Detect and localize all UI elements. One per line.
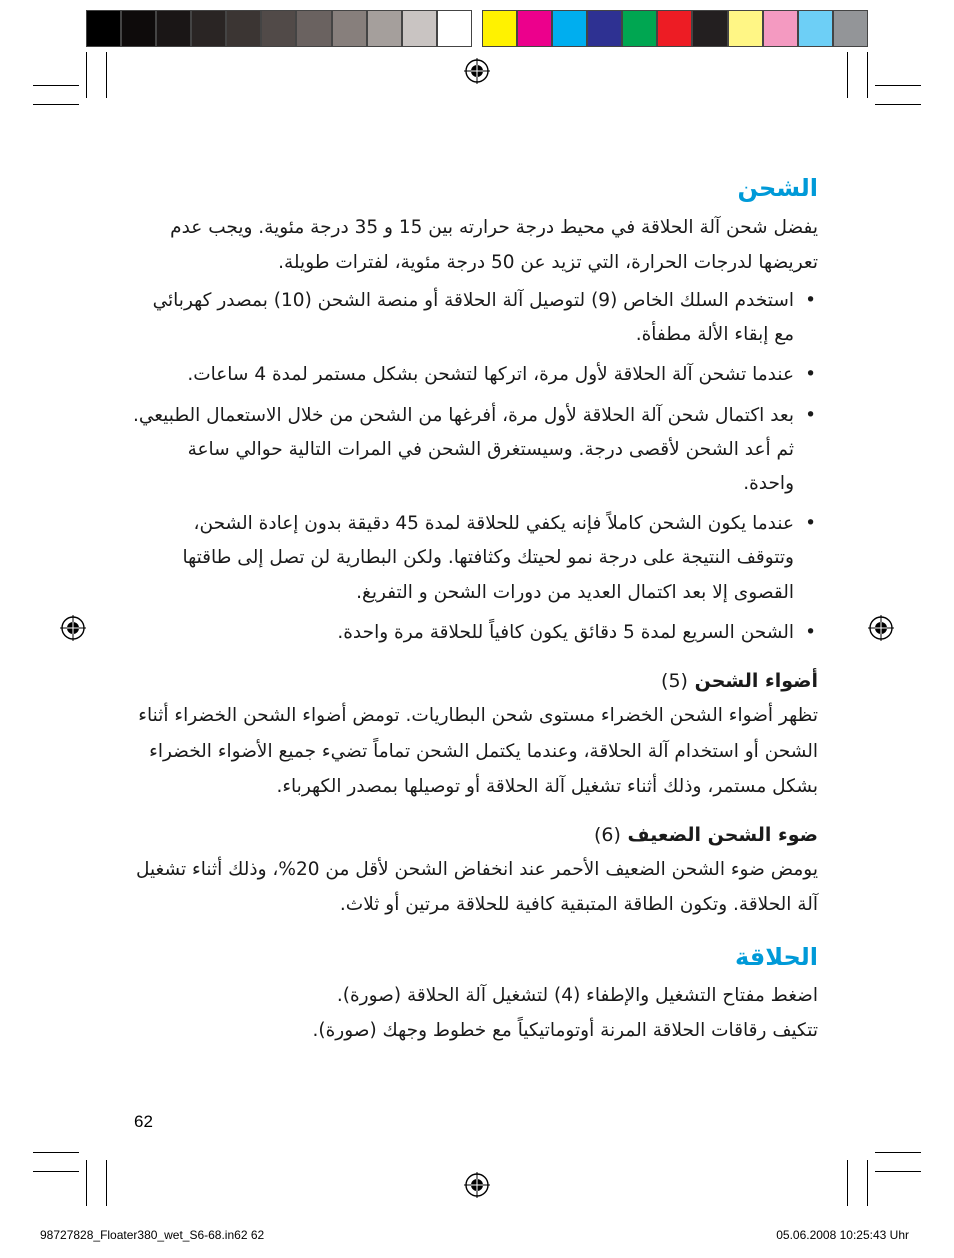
color-swatch: [191, 10, 226, 47]
charging-bullet-list: [132, 284, 818, 650]
crop-mark-br-h: [875, 1152, 921, 1153]
crop-mark-bl-v: [86, 1160, 87, 1206]
color-swatch: [156, 10, 191, 47]
charge-lights-text: تظهر أضواء الشحن الخضراء مستوى شحن البطاريات. تومض أضواء الشحن الخضراء أثناء الشحن أو استخدام آلة الحلاقة، وعندما يكتمل الشحن تماماً تضيء جميع الأضواء الخضراء بشكل مستمر، وذلك أثناء تشغيل آلة الحلاقة أو توصيلها بمصدر الكهرباء.: [138, 705, 818, 797]
color-swatch: [657, 10, 692, 47]
crop-mark-bl-v2: [106, 1160, 107, 1206]
list-item-text: استخدم السلك الخاص (9) لتوصيل آلة الحلاقة أو منصة الشحن (10) بمصدر كهربائي مع إبقاء الألة مطفأة.: [152, 289, 794, 346]
bullet-symbol: •: [805, 364, 816, 386]
color-swatch: [587, 10, 622, 47]
low-charge-heading: [132, 820, 818, 850]
list-item: [132, 507, 818, 610]
charging-heading: الشحن: [737, 174, 818, 202]
color-swatch: [482, 10, 517, 47]
list-item-text: عندما يكون الشحن كاملاً فإنه يكفي للحلاقة لمدة 45 دقيقة بدون إعادة الشحن، وتتوقف النتيجة على درجة نمو لحيتك وكثافتها. ولكن البطارية لن تصل إلى طاقتها القصوى إلا بعد اكتمال العديد من دورات الشحن و التفريغ.: [182, 513, 794, 603]
color-swatch: [402, 10, 437, 47]
list-item: [132, 616, 818, 650]
crop-mark-br-v: [847, 1160, 848, 1206]
color-swatch: [121, 10, 156, 47]
shaving-line-2: تتكيف رقاقات الحلاقة المرنة أوتوماتيكياً مع خطوط وجهك (صورة).: [312, 1020, 818, 1042]
registration-mark-top-icon: [464, 58, 490, 84]
crop-mark-tr-h2: [875, 104, 921, 105]
grayscale-color-bar: [86, 10, 472, 47]
crop-mark-bl-h: [33, 1152, 79, 1153]
registration-mark-bottom-icon: [464, 1172, 490, 1198]
crop-mark-br-v2: [867, 1160, 868, 1206]
color-swatch: [517, 10, 552, 47]
crop-mark-tl-h: [33, 85, 79, 86]
color-swatch: [833, 10, 868, 47]
crop-mark-tr-v2: [867, 52, 868, 98]
color-swatch: [296, 10, 331, 47]
registration-mark-right-icon: [868, 615, 894, 641]
charging-intro: يفضل شحن آلة الحلاقة في محيط درجة حرارته بين 15 و 35 درجة مئوية. ويجب عدم تعريضها لدرجات الحرارة، التي تزيد عن 50 درجة مئوية، لفترات طويلة.: [170, 216, 818, 273]
color-swatch-bar: [482, 10, 868, 47]
shaving-line-1: اضغط مفتاح التشغيل والإطفاء (4) لتشغيل آلة الحلاقة (صورة).: [336, 985, 818, 1007]
crop-mark-tl-v2: [106, 52, 107, 98]
bullet-symbol: •: [805, 621, 816, 643]
color-swatch: [86, 10, 121, 47]
footer-timestamp: 05.06.2008 10:25:43 Uhr: [776, 1228, 909, 1242]
color-swatch: [226, 10, 261, 47]
color-swatch: [261, 10, 296, 47]
charge-lights-title: أضواء الشحن: [694, 670, 818, 693]
color-swatch: [728, 10, 763, 47]
list-item: [132, 358, 818, 392]
crop-mark-bl-h2: [33, 1171, 79, 1172]
color-swatch: [332, 10, 367, 47]
bullet-symbol: •: [805, 404, 816, 426]
list-item-text: الشحن السريع لمدة 5 دقائق يكون كافياً للحلاقة مرة واحدة.: [337, 621, 794, 643]
page-content: [132, 172, 818, 1048]
color-swatch: [367, 10, 402, 47]
crop-mark-br-h2: [875, 1171, 921, 1172]
color-swatch: [622, 10, 657, 47]
color-swatch: [437, 10, 472, 47]
charge-lights-ref: (5): [661, 670, 688, 693]
registration-mark-left-icon: [60, 615, 86, 641]
page-number: 62: [134, 1112, 153, 1131]
crop-mark-tl-v: [86, 52, 87, 98]
list-item: [132, 399, 818, 502]
list-item: [132, 284, 818, 352]
crop-mark-tr-v: [847, 52, 848, 98]
list-item-text: عندما تشحن آلة الحلاقة لأول مرة، اتركها لتشحن بشكل مستمر لمدة 4 ساعات.: [187, 364, 794, 386]
footer-file-info: 98727828_Floater380_wet_S6-68.in62 62: [40, 1228, 265, 1242]
list-item-text: بعد اكتمال شحن آلة الحلاقة لأول مرة، أفرغها من الشحن من خلال الاستعمال الطبيعي. ثم أعد الشحن لأقصى درجة. وسيستغرق الشحن في المرات التالية حوالي ساعة واحدة.: [132, 404, 794, 494]
crop-mark-tr-h: [875, 85, 921, 86]
bullet-symbol: •: [805, 289, 816, 311]
low-charge-text: يومض ضوء الشحن الضعيف الأحمر عند انخفاض الشحن لأقل من 20%، وذلك أثناء تشغيل آلة الحلاقة. وتكون الطاقة المتبقية كافية للحلاقة مرتين أو ثلاث.: [135, 859, 818, 916]
color-swatch: [763, 10, 798, 47]
color-swatch: [552, 10, 587, 47]
color-swatch: [798, 10, 833, 47]
low-charge-ref: (6): [593, 823, 621, 846]
charge-lights-heading: [132, 666, 818, 696]
low-charge-title: ضوء الشحن الضعيف: [627, 823, 818, 846]
bullet-symbol: •: [805, 513, 816, 535]
crop-mark-tl-h2: [33, 104, 79, 105]
color-swatch: [692, 10, 727, 47]
shaving-heading: الحلاقة: [734, 942, 818, 971]
